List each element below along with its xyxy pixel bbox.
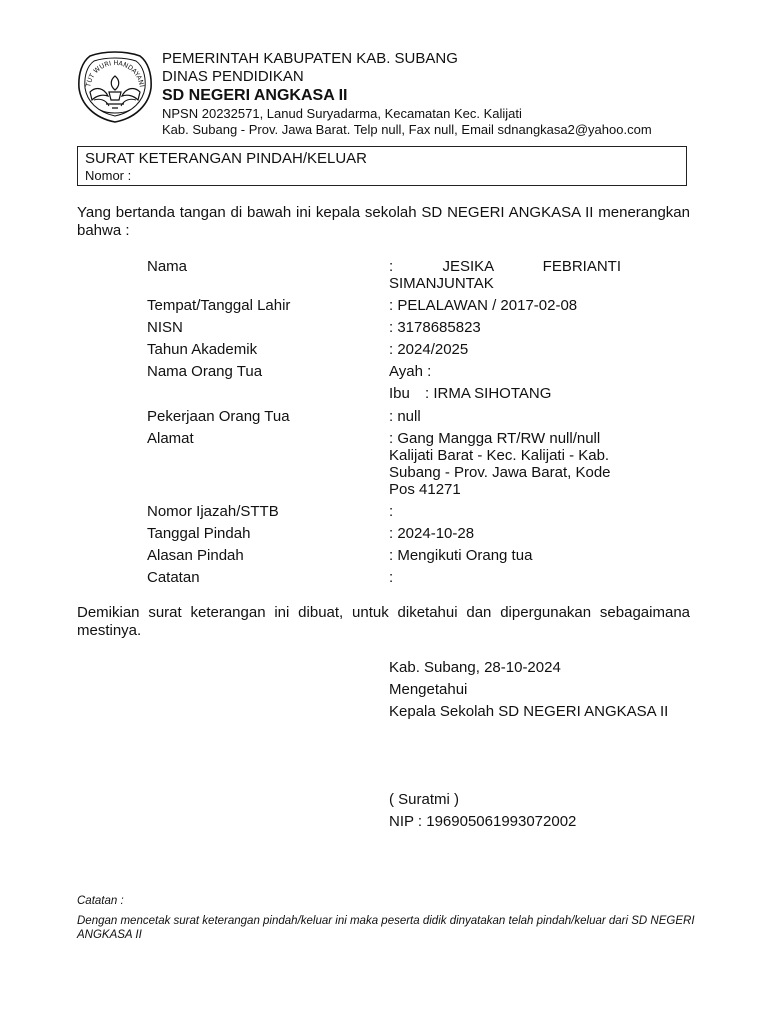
field-value-alasan: : Mengikuti Orang tua — [389, 547, 533, 564]
letterhead — [162, 50, 742, 138]
signature-place-date: Kab. Subang, 28-10-2024 — [389, 659, 561, 676]
field-label-alasan: Alasan Pindah — [147, 547, 244, 564]
tut-wuri-handayani-logo-icon — [76, 50, 154, 124]
signature-position: Kepala Sekolah SD NEGERI ANGKASA II — [389, 703, 669, 720]
field-label-ortu: Nama Orang Tua — [147, 363, 263, 380]
field-value-ibu: : IRMA SIHOTANG — [425, 385, 552, 402]
title-box — [77, 146, 687, 186]
field-label-pekerjaan: Pekerjaan Orang Tua — [147, 408, 290, 425]
letterhead-address: NPSN 20232571, Lanud Suryadarma, Kecamatan Kec. Kalijati — [162, 106, 522, 121]
signatory-nip: NIP : 196905061993072002 — [389, 813, 577, 830]
field-value-alamat: : Gang Mangga RT/RW null/null Kalijati Barat - Kec. Kalijati - Kab. Subang - Prov. Jawa Barat, Kode Pos 41271 — [389, 430, 611, 498]
letterhead-school-name: SD NEGERI ANGKASA II — [162, 87, 348, 104]
letterhead-agency: DINAS PENDIDIKAN — [162, 68, 304, 85]
field-value-catatan: : — [389, 569, 394, 586]
letterhead-government: PEMERINTAH KABUPATEN KAB. SUBANG — [162, 50, 458, 67]
svg-text:TUT WURI HANDAYANI: TUT WURI HANDAYANI — [84, 58, 146, 88]
field-value-tanggal: : 2024-10-28 — [389, 525, 475, 542]
letterhead-contact: Kab. Subang - Prov. Jawa Barat. Telp null, Fax null, Email sdnangkasa2@yahoo.com — [162, 122, 652, 137]
field-label-alamat: Alamat — [147, 430, 194, 447]
field-value-nama: : JESIKA FEBRIANTI SIMANJUNTAK — [389, 258, 621, 292]
footnote-text: Dengan mencetak surat keterangan pindah/keluar ini maka peserta didik dinyatakan telah pindah/keluar dari SD NEGERI ANGKASA II — [77, 915, 695, 941]
document-title: SURAT KETERANGAN PINDAH/KELUAR — [85, 150, 368, 167]
footnote-label: Catatan : — [77, 895, 124, 907]
field-label-tanggal: Tanggal Pindah — [147, 525, 251, 542]
field-label-nisn: NISN — [147, 319, 183, 336]
field-value-tahun: : 2024/2025 — [389, 341, 469, 358]
signature-acknowledged: Mengetahui — [389, 681, 468, 698]
field-label-nama: Nama — [147, 258, 188, 275]
field-value-ayah: Ayah : — [389, 363, 432, 380]
signatory-name: ( Suratmi ) — [389, 791, 460, 808]
closing-paragraph: Demikian surat keterangan ini dibuat, untuk diketahui dan dipergunakan sebagaimana mestinya. — [77, 604, 690, 639]
field-value-ijazah: : — [389, 503, 394, 520]
field-label-tahun: Tahun Akademik — [147, 341, 258, 358]
field-label-ibu: Ibu — [389, 385, 410, 402]
field-value-ttl: : PELALAWAN / 2017-02-08 — [389, 297, 578, 314]
intro-paragraph: Yang bertanda tangan di bawah ini kepala sekolah SD NEGERI ANGKASA II menerangkan bahwa : — [77, 204, 690, 239]
document-number: Nomor : — [85, 168, 132, 183]
field-label-ttl: Tempat/Tanggal Lahir — [147, 297, 291, 314]
field-label-ijazah: Nomor Ijazah/STTB — [147, 503, 279, 520]
field-value-pekerjaan: : null — [389, 408, 421, 425]
field-label-catatan: Catatan — [147, 569, 200, 586]
field-value-nisn: : 3178685823 — [389, 319, 481, 336]
